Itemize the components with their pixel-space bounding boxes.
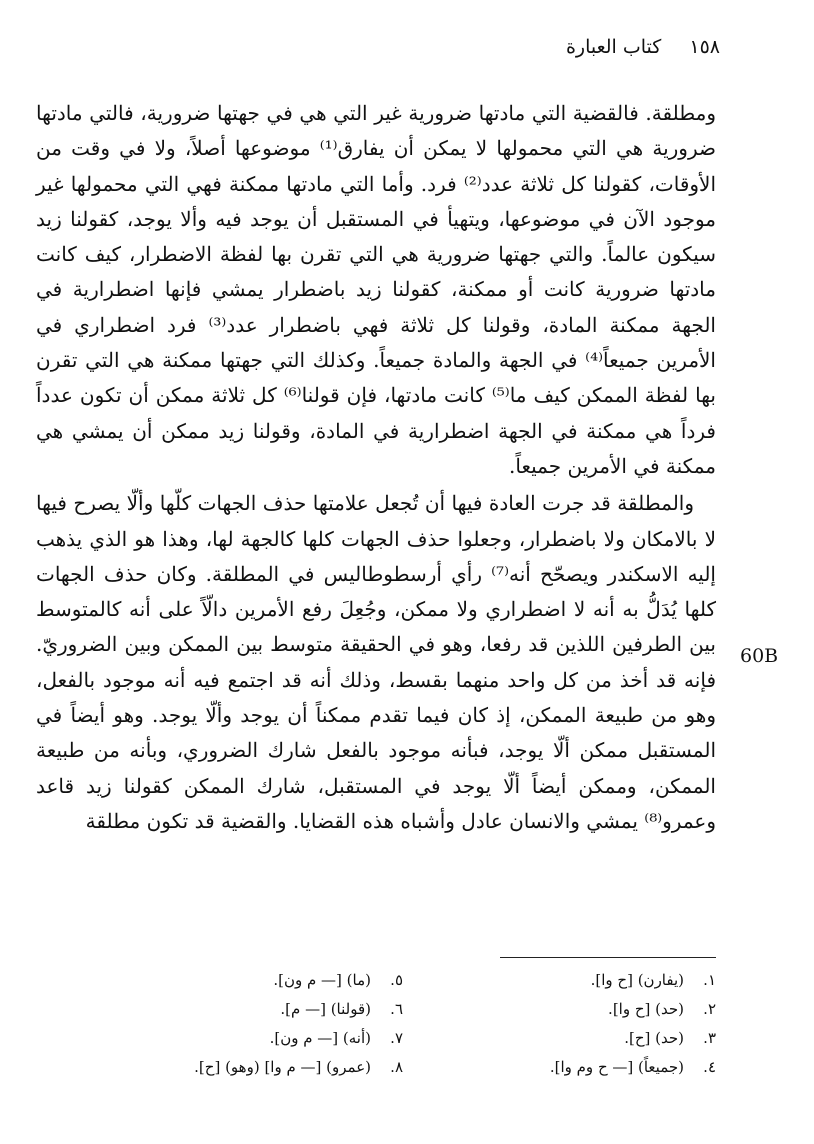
footnote-rule xyxy=(500,957,716,958)
footnote-text: (حد) [ح]. xyxy=(624,1029,684,1047)
footnote-text: (يفارن) [ح وا]. xyxy=(590,971,684,989)
footnote-text: (حد) [ح وا]. xyxy=(608,1000,684,1018)
footnote-number: ٥. xyxy=(390,971,403,989)
footnote-text: (ما) [— م ون]. xyxy=(273,971,371,989)
running-header xyxy=(530,36,720,58)
footnote xyxy=(403,1053,716,1082)
footnote-text: (جميعاً) [— ح وم وا]. xyxy=(549,1058,684,1076)
footnote-number: ١. xyxy=(703,971,716,989)
running-title: كتاب العبارة xyxy=(565,36,662,58)
footnote xyxy=(90,995,403,1024)
footnote xyxy=(403,1024,716,1053)
footnote-number: ٧. xyxy=(390,1029,403,1047)
footnote xyxy=(90,1053,403,1082)
footnote-number: ٦. xyxy=(390,1000,403,1018)
footnote-number: ٨. xyxy=(390,1058,403,1076)
footnote xyxy=(90,1024,403,1053)
footnote-text: (قولنا) [— م]. xyxy=(280,1000,371,1018)
footnote-number: ٤. xyxy=(703,1058,716,1076)
page-number: ١٥٨ xyxy=(689,36,720,58)
margin-reference: 60B xyxy=(740,645,779,667)
footnote-number: ٣. xyxy=(703,1029,716,1047)
footnote-number: ٢. xyxy=(703,1000,716,1018)
footnote xyxy=(403,995,716,1024)
footnote-text: (أنه) [— م ون]. xyxy=(269,1029,371,1047)
footnotes xyxy=(90,966,716,1082)
footnote xyxy=(403,966,716,995)
main-text xyxy=(36,96,716,839)
footnote-text: (عمرو) [— م وا] (وهو) [ح]. xyxy=(194,1058,371,1076)
paragraph-2: والمطلقة قد جرت العادة فيها أن تُجعل علامتها حذف الجهات كلّها وألّا يصرح فيها لا بالامكان ولا باضطرار، وجعلوا حذف الجهات كلها كالجهة لها، وهذا هو الذي يذهب إليه الاسكندر ويصحّح أنه⁽⁷⁾ رأي أرسطوطاليس في المطلقة. وكان حذف الجهات كلها يُدَلُّ به أنه لا اضطراري ولا ممكن، وجُعِلَ رفع الأمرين دالّاً على أنه كالمتوسط بين الطرفين اللذين قد رفعا، وهو في الحقيقة متوسط بين الممكن وبين الضروريّ. فإنه قد أخذ من كل واحد منهما بقسط، وذلك أنه قد اجتمع فيه أنه موجود بالفعل، وهو من طبيعة الممكن، إذ كان فيما تقدم ممكناً أن يوجد وألّا يوجد. وهو أيضاً في المستقبل ممكن ألّا يوجد، فبأنه موجود بالفعل شارك الضروري، وبأنه من طبيعة الممكن، وممكن أيضاً ألّا يوجد في المستقبل، شارك الممكن كقولنا زيد قاعد وعمرو⁽⁸⁾ يمشي والانسان عادل وأشباه هذه القضايا. والقضية قد تكون مطلقة xyxy=(36,491,716,833)
footnote xyxy=(90,966,403,995)
paragraph-1: ومطلقة. فالقضية التي مادتها ضرورية غير التي هي في جهتها ضرورية، فالتي مادتها ضرورية هي التي محمولها لا يمكن أن يفارق⁽¹⁾ موضوعها أصلاً، ولا في وقت من الأوقات، كقولنا كل ثلاثة عدد⁽²⁾ فرد. وأما التي مادتها ممكنة فهي التي محمولها غير موجود الآن في موضوعها، ويتهيأ في المستقبل أن يوجد فيه وألا يوجد، كقولنا زيد سيكون عالماً. والتي جهتها ضرورية هي التي تقرن بها لفظة الاضطرار، كيف كانت مادتها ضرورية كانت أو ممكنة، كقولنا زيد باضطرار يمشي فإنها اضطرارية في الجهة ممكنة المادة، وقولنا كل ثلاثة فهي باضطرار عدد⁽³⁾ فرد اضطراري في الأمرين جميعاً⁽⁴⁾ في الجهة والمادة جميعاً. وكذلك التي جهتها ممكنة هي التي تقرن بها لفظة الممكن كيف ما⁽⁵⁾ كانت مادتها، فإن قولنا⁽⁶⁾ كل ثلاثة ممكن أن تكون عدداً فرداً هي ممكنة في الجهة اضطرارية في المادة، وقولنا زيد ممكن أن يمشي هي ممكنة في الأمرين جميعاً. xyxy=(36,101,717,478)
